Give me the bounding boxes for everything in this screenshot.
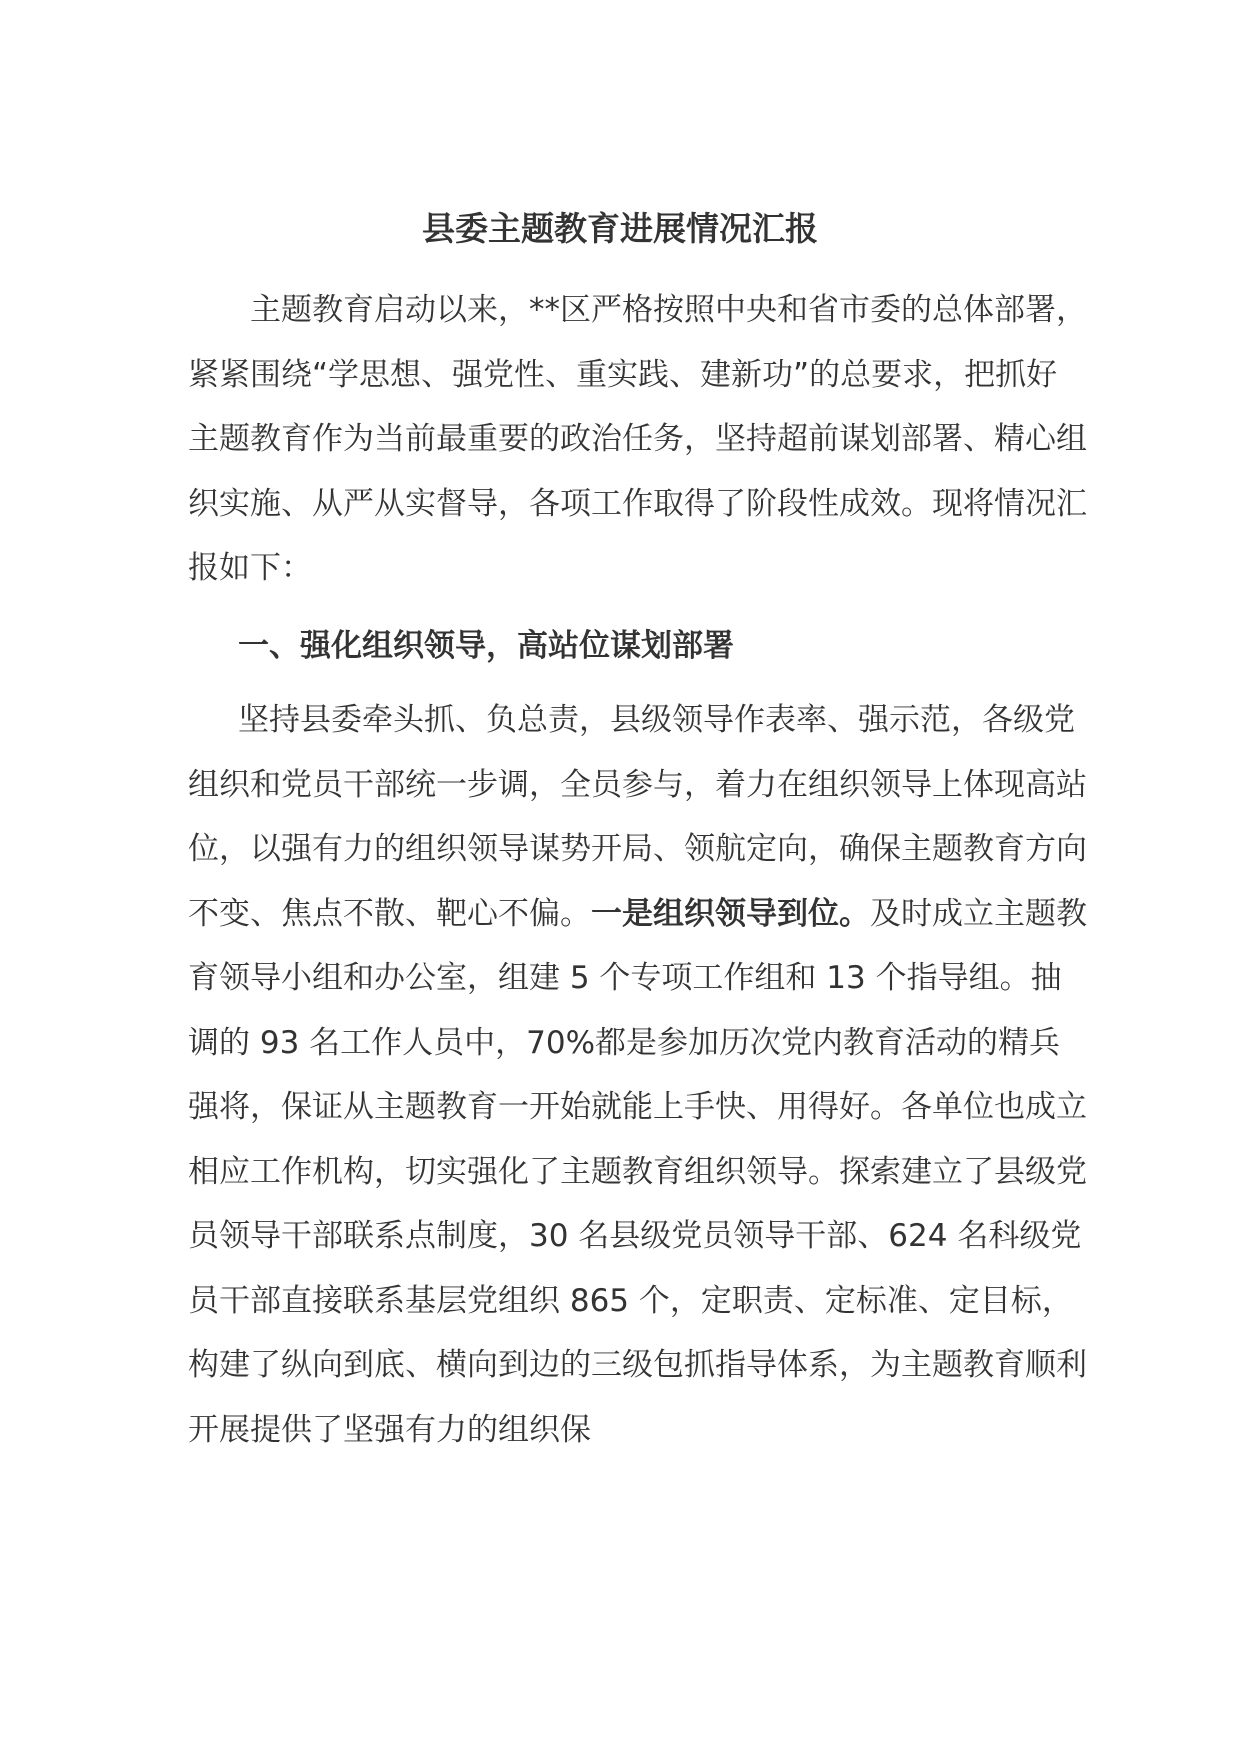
section-1-heading: 一、强化组织领导，高站位谋划部署 [238,628,734,664]
document-title: 县委主题教育进展情况汇报 [422,209,818,248]
intro-paragraph: 主题教育启动以来，**区严格按照中央和省市委的总体部署，紧紧围绕“学思想、强党性、重实践、建新功”的总要求，把抓好主题教育作为当前最重要的政治任务，坚持超前谋划部署、精心组织实施、从严从实督导，各项工作取得了阶段性成效。现将情况汇报如下： [188,292,1087,586]
point-1-text: 及时成立主题教育领导小组和办公室，组建 5 个专项工作组和 13 个指导组。抽调的 93 名工作人员中，70%都是参加历次党内教育活动的精兵强将，保证从主题教育一开始就能上手快、用得好。各单位也成立相应工作机构，切实强化了主题教育组织领导。探索建立了县级党员领导干部联系点制度，30 名县级党员领导干部、624 名科级党员干部直接联系基层党组织 865 个，定职责、定标准、定目标，构建了纵向到底、横向到边的三级包抓指导体系，为主题教育顺利开展提供了坚强有力的组织保 [188,895,1087,1448]
section-1-lead-text: 坚持县委牵头抓、负总责，县级领导作表率、强示范，各级党组织和党员干部统一步调，全员参与，着力在组织领导上体现高站位，以强有力的组织领导谋势开局、领航定向，确保主题教育方向不变、焦点不散、靶心不偏。 [188,702,1087,932]
section-1-paragraph [188,688,1088,1462]
point-1-label: 一是组织领导到位。 [591,895,870,932]
